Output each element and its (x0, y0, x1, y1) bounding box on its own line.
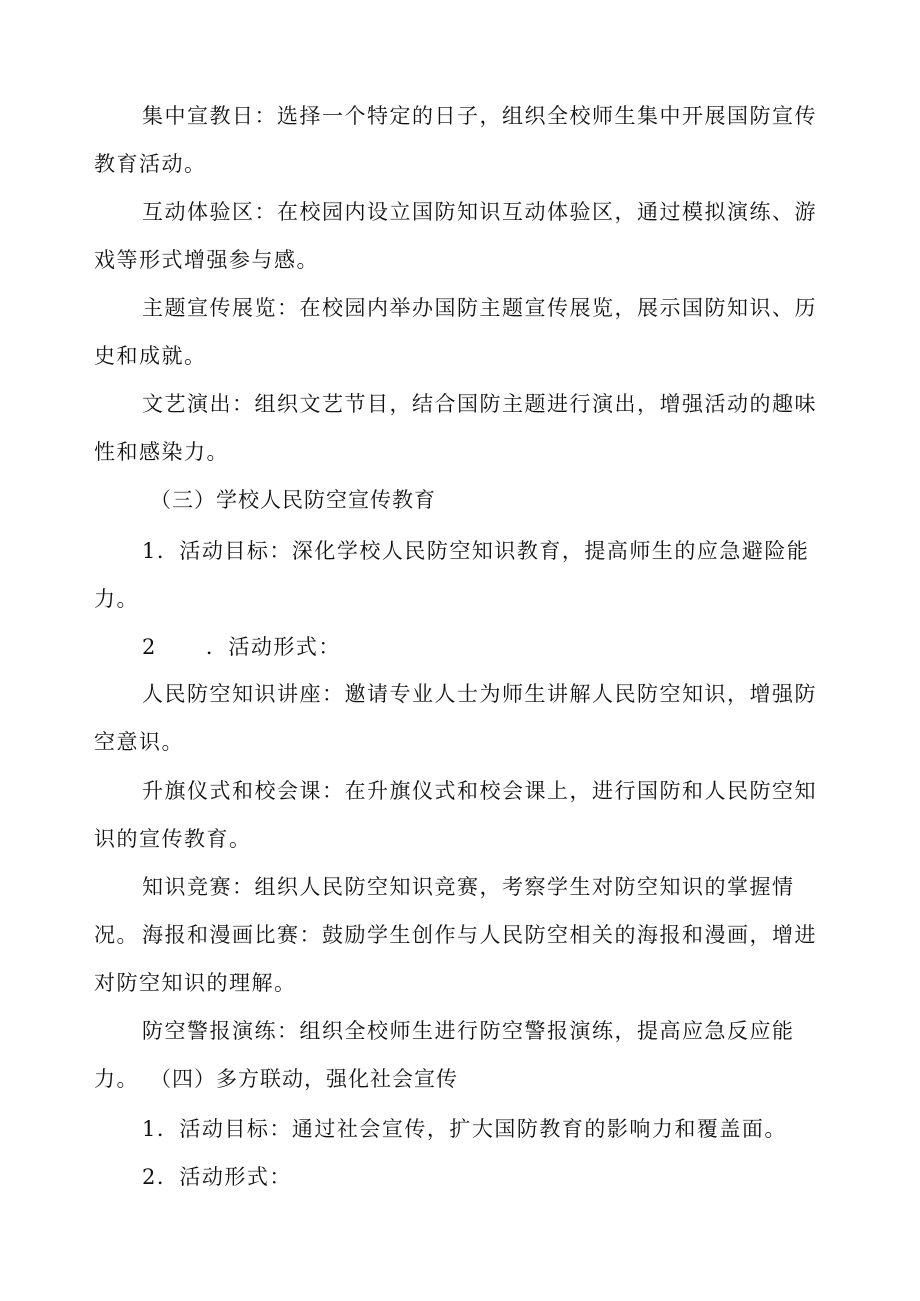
paragraph-lecture: 人民防空知识讲座：邀请专业人士为师生讲解人民防空知识，增强防空意识。 (94, 682, 817, 754)
paragraph-form-4: 2．活动形式： (142, 1165, 292, 1189)
paragraph-poster-contest: 海报和漫画比赛：鼓励学生创作与人民防空相关的海报和漫画，增进对防空知识的理解。 (94, 923, 817, 995)
paragraph-art-performance: 文艺演出：组织文艺节目，结合国防主题进行演出，增强活动的趣味性和感染力。 (94, 392, 817, 464)
paragraph-focused-education-day: 集中宣教日：选择一个特定的日子，组织全校师生集中开展国防宣传教育活动。 (94, 104, 817, 176)
paragraph-flag-ceremony: 升旗仪式和校会课：在升旗仪式和校会课上，进行国防和人民防空知识的宣传教育。 (94, 779, 817, 851)
paragraph-interactive-zone: 互动体验区：在校园内设立国防知识互动体验区，通过模拟演练、游戏等形式增强参与感。 (94, 200, 817, 272)
paragraph-form-3: 2 ．活动形式： (142, 635, 341, 659)
paragraph-theme-exhibition: 主题宣传展览：在校园内举办国防主题宣传展览，展示国防知识、历史和成就。 (94, 296, 817, 368)
paragraph-goal-3: 1．活动目标：深化学校人民防空知识教育，提高师生的应急避险能力。 (94, 539, 810, 611)
paragraph-goal-4: 1．活动目标：通过社会宣传，扩大国防教育的影响力和覆盖面。 (142, 1117, 787, 1141)
paragraph-knowledge-contest: 知识竞赛：组织人民防空知识竞赛，考察学生对防空知识的掌握情况。 (94, 875, 795, 947)
paragraph-alarm-drill: 防空警报演练：组织全校师生进行防空警报演练，提高应急反应能力。 (94, 1019, 795, 1091)
section-heading-4: （四）多方联动，强化社会宣传 (150, 1067, 458, 1091)
section-heading-3: （三）学校人民防空宣传教育 (150, 488, 436, 512)
